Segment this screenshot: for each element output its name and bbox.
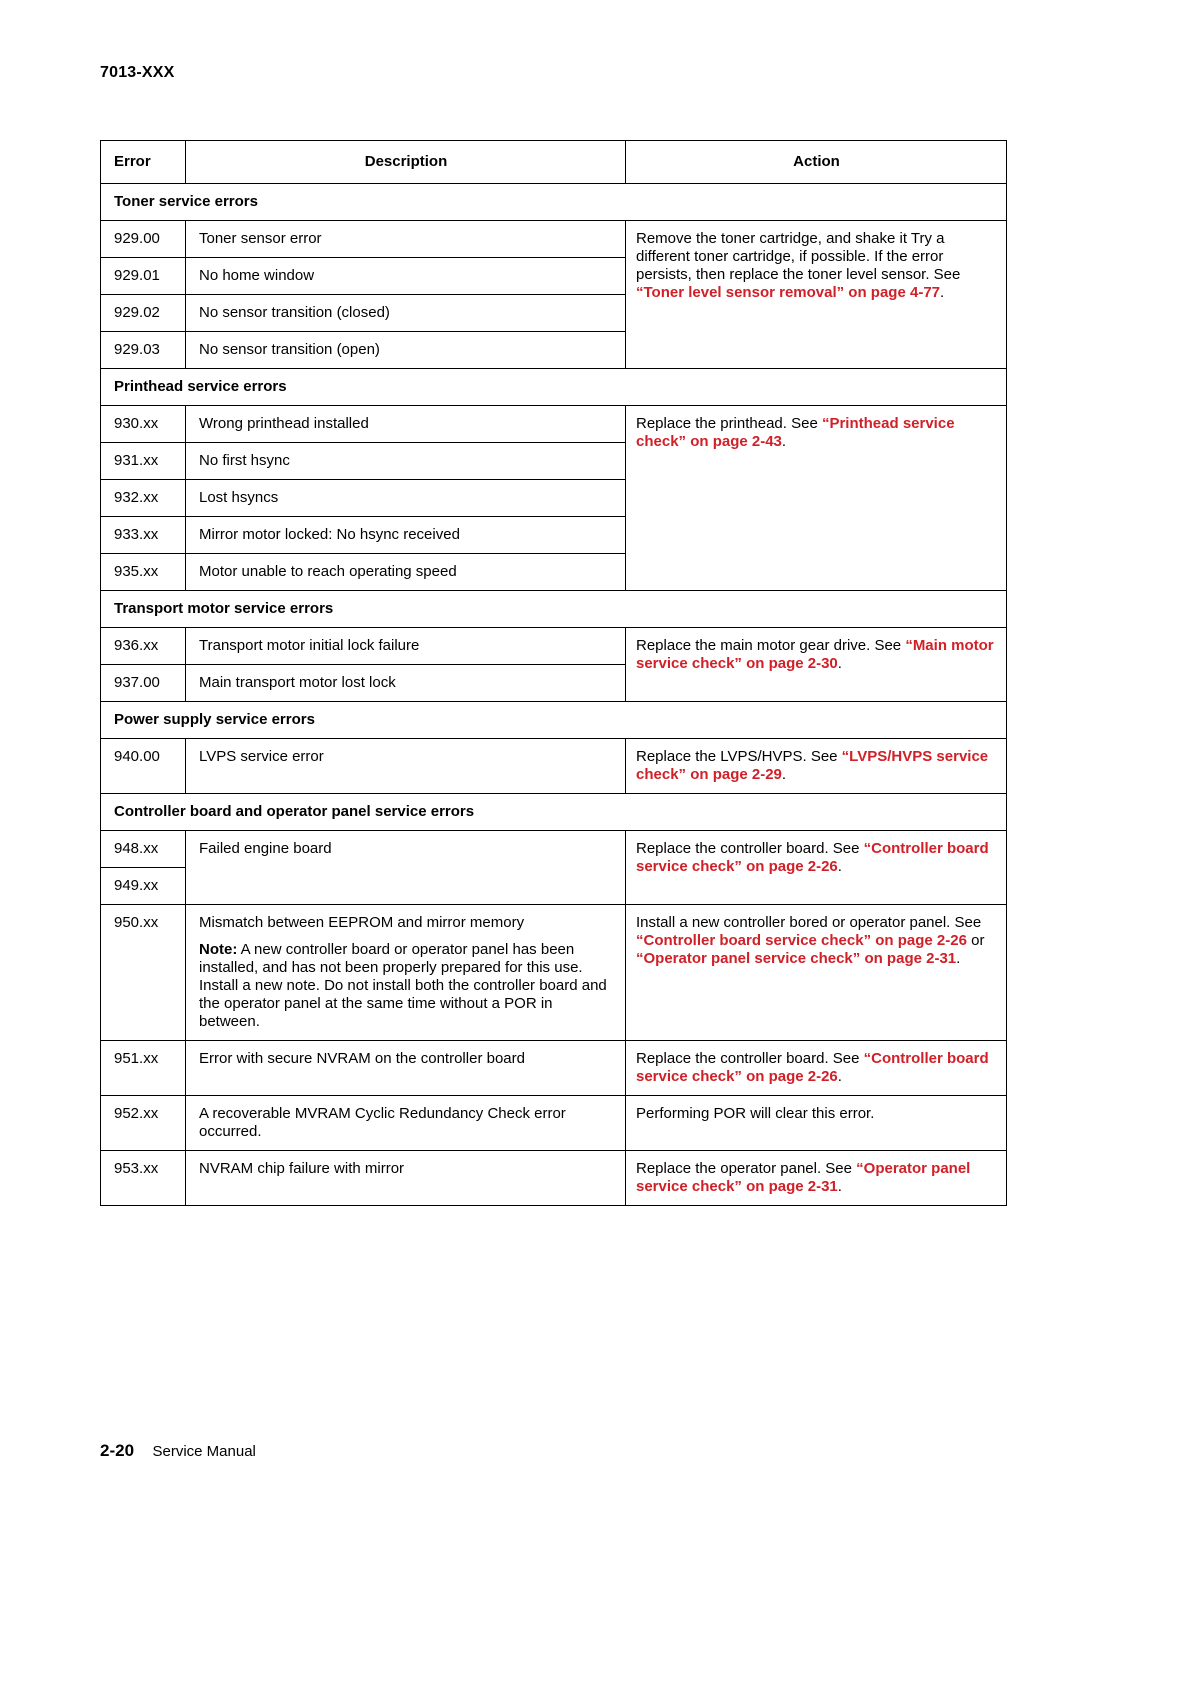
table-row — [101, 221, 1007, 258]
text-segment: Mirror motor locked: No hsync received — [199, 526, 460, 543]
cross-reference-link: “Controller board service check” on page 2-26 — [636, 1050, 989, 1085]
error-code-cell: 940.00 — [101, 739, 186, 794]
table-header-row — [101, 141, 1007, 184]
error-code-cell: 935.xx — [101, 554, 186, 591]
description-cell — [186, 332, 626, 369]
action-cell — [626, 739, 1007, 794]
cell-paragraph — [199, 341, 613, 359]
cross-reference-link: “Main motor service check” on page 2-30 — [636, 637, 994, 672]
cell-paragraph — [636, 1160, 994, 1196]
cell-paragraph — [199, 914, 613, 932]
text-segment: Replace the operator panel. See — [636, 1160, 857, 1177]
action-cell — [626, 1151, 1007, 1206]
table-row — [101, 406, 1007, 443]
column-header-action: Action — [626, 141, 1007, 184]
section-title: Power supply service errors — [101, 702, 1007, 739]
text-segment: Replace the main motor gear drive. See — [636, 637, 906, 654]
table-row — [101, 628, 1007, 665]
cell-paragraph — [199, 1050, 613, 1068]
text-segment: Lost hsyncs — [199, 489, 279, 506]
cross-reference-link: “Operator panel service check” on page 2-31 — [636, 950, 957, 967]
cross-reference-link: “LVPS/HVPS service check” on page 2-29 — [636, 748, 989, 783]
text-segment: Replace the LVPS/HVPS. See — [636, 748, 842, 765]
cross-reference-link: “Controller board service check” on page 2-26 — [636, 840, 989, 875]
text-segment: Toner sensor error — [199, 230, 322, 247]
text-segment: Error with secure NVRAM on the controller board — [199, 1050, 525, 1067]
table-row — [101, 905, 1007, 1041]
text-segment: Replace the controller board. See — [636, 1050, 864, 1067]
action-cell — [626, 1096, 1007, 1151]
text-segment: . — [781, 766, 787, 783]
action-cell — [626, 831, 1007, 905]
text-segment: or — [966, 932, 985, 949]
description-cell — [186, 1096, 626, 1151]
section-header-row — [101, 591, 1007, 628]
table-row — [101, 1041, 1007, 1096]
note-label: Note: — [199, 941, 238, 958]
error-code-cell: 929.02 — [101, 295, 186, 332]
description-cell — [186, 443, 626, 480]
text-segment: . — [837, 858, 842, 875]
page-footer — [100, 1441, 256, 1461]
text-segment: No home window — [199, 267, 315, 284]
cell-paragraph — [636, 840, 994, 876]
error-code-cell: 929.00 — [101, 221, 186, 258]
description-cell — [186, 295, 626, 332]
action-cell — [626, 1041, 1007, 1096]
section-header-row — [101, 702, 1007, 739]
text-segment: . — [837, 1178, 842, 1195]
description-cell — [186, 831, 626, 905]
cell-paragraph — [199, 526, 613, 544]
cell-paragraph — [199, 230, 613, 248]
description-cell — [186, 517, 626, 554]
column-header-description: Description — [186, 141, 626, 184]
text-segment: A recoverable MVRAM Cyclic Redundancy Check error occurred. — [199, 1105, 566, 1140]
text-segment: . — [837, 655, 842, 672]
action-cell — [626, 628, 1007, 702]
cell-paragraph — [199, 637, 613, 655]
description-cell — [186, 1041, 626, 1096]
footer-manual-label: Service Manual — [152, 1443, 256, 1460]
description-cell — [186, 480, 626, 517]
cell-paragraph — [636, 637, 994, 673]
description-cell — [186, 905, 626, 1041]
action-cell — [626, 905, 1007, 1041]
text-segment: NVRAM chip failure with mirror — [199, 1160, 405, 1177]
error-code-cell: 936.xx — [101, 628, 186, 665]
cross-reference-link: “Toner level sensor removal” on page 4-77 — [636, 284, 940, 301]
text-segment: Transport motor initial lock failure — [199, 637, 420, 654]
cell-paragraph — [636, 415, 994, 451]
error-code-cell: 951.xx — [101, 1041, 186, 1096]
description-cell — [186, 554, 626, 591]
section-title: Toner service errors — [101, 184, 1007, 221]
text-segment: Remove the toner cartridge, and shake it Try a different toner cartridge, if possible. If the error persists, then replace the toner level sensor. See — [636, 230, 961, 283]
error-code-cell: 932.xx — [101, 480, 186, 517]
error-code-cell: 929.03 — [101, 332, 186, 369]
text-segment: Wrong printhead installed — [199, 415, 369, 432]
cell-paragraph — [636, 1105, 994, 1123]
footer-page-number: 2-20 — [100, 1441, 135, 1460]
error-code-cell: 930.xx — [101, 406, 186, 443]
cell-paragraph — [199, 748, 613, 766]
table-row — [101, 739, 1007, 794]
description-cell — [186, 258, 626, 295]
error-code-cell: 937.00 — [101, 665, 186, 702]
cell-paragraph — [199, 563, 613, 581]
cell-paragraph — [199, 674, 613, 692]
text-segment: . — [956, 950, 961, 967]
column-header-error: Error — [101, 141, 186, 184]
cell-paragraph — [199, 1105, 613, 1141]
cell-paragraph — [636, 230, 994, 302]
cell-paragraph — [199, 840, 613, 858]
table-row — [101, 1096, 1007, 1151]
error-code-cell: 952.xx — [101, 1096, 186, 1151]
error-code-cell: 929.01 — [101, 258, 186, 295]
cell-paragraph — [636, 748, 994, 784]
cell-paragraph — [199, 304, 613, 322]
table-row — [101, 1151, 1007, 1206]
error-code-cell: 949.xx — [101, 868, 186, 905]
cross-reference-link: “Operator panel service check” on page 2-31 — [636, 1160, 971, 1195]
text-segment: Replace the controller board. See — [636, 840, 864, 857]
page-header-model-number: 7013-XXX — [100, 64, 175, 81]
text-segment: No first hsync — [199, 452, 290, 469]
section-title: Printhead service errors — [101, 369, 1007, 406]
cell-paragraph — [636, 914, 994, 968]
error-code-cell: 953.xx — [101, 1151, 186, 1206]
text-segment: . — [940, 284, 945, 301]
description-cell — [186, 1151, 626, 1206]
cell-paragraph — [199, 941, 613, 1031]
text-segment: Failed engine board — [199, 840, 332, 857]
text-segment: No sensor transition (open) — [199, 341, 380, 358]
text-segment: A new controller board or operator panel has been installed, and has not been properly prepared for this use. Install a new note. Do not install both the controller board and the operator panel at the same time without a POR in between. — [199, 941, 607, 1030]
section-title: Transport motor service errors — [101, 591, 1007, 628]
cell-paragraph — [199, 452, 613, 470]
action-cell — [626, 221, 1007, 369]
cell-paragraph — [199, 267, 613, 285]
cross-reference-link: “Printhead service check” on page 2-43 — [636, 415, 955, 450]
description-cell — [186, 739, 626, 794]
text-segment: No sensor transition (closed) — [199, 304, 390, 321]
description-cell — [186, 665, 626, 702]
error-code-cell: 931.xx — [101, 443, 186, 480]
error-code-cell: 948.xx — [101, 831, 186, 868]
section-title: Controller board and operator panel service errors — [101, 794, 1007, 831]
text-segment: LVPS service error — [199, 748, 324, 765]
error-table-body — [101, 184, 1007, 1206]
section-header-row — [101, 184, 1007, 221]
text-segment: Motor unable to reach operating speed — [199, 563, 457, 580]
cell-paragraph — [199, 1160, 613, 1178]
section-header-row — [101, 369, 1007, 406]
text-segment: Install a new controller bored or operator panel. See — [636, 914, 982, 931]
description-cell — [186, 628, 626, 665]
text-segment: . — [781, 433, 787, 450]
text-segment: . — [837, 1068, 842, 1085]
cell-paragraph — [636, 1050, 994, 1086]
error-code-cell: 950.xx — [101, 905, 186, 1041]
text-segment: Replace the printhead. See — [636, 415, 822, 432]
error-code-table — [100, 140, 1007, 1206]
error-code-cell: 933.xx — [101, 517, 186, 554]
text-segment: Main transport motor lost lock — [199, 674, 396, 691]
cell-paragraph — [199, 415, 613, 433]
section-header-row — [101, 794, 1007, 831]
text-segment: Mismatch between EEPROM and mirror memory — [199, 914, 525, 931]
text-segment: Performing POR will clear this error. — [636, 1105, 875, 1122]
cross-reference-link: “Controller board service check” on page 2-26 — [636, 932, 967, 949]
table-row — [101, 831, 1007, 868]
action-cell — [626, 406, 1007, 591]
description-cell — [186, 221, 626, 258]
description-cell — [186, 406, 626, 443]
cell-paragraph — [199, 489, 613, 507]
